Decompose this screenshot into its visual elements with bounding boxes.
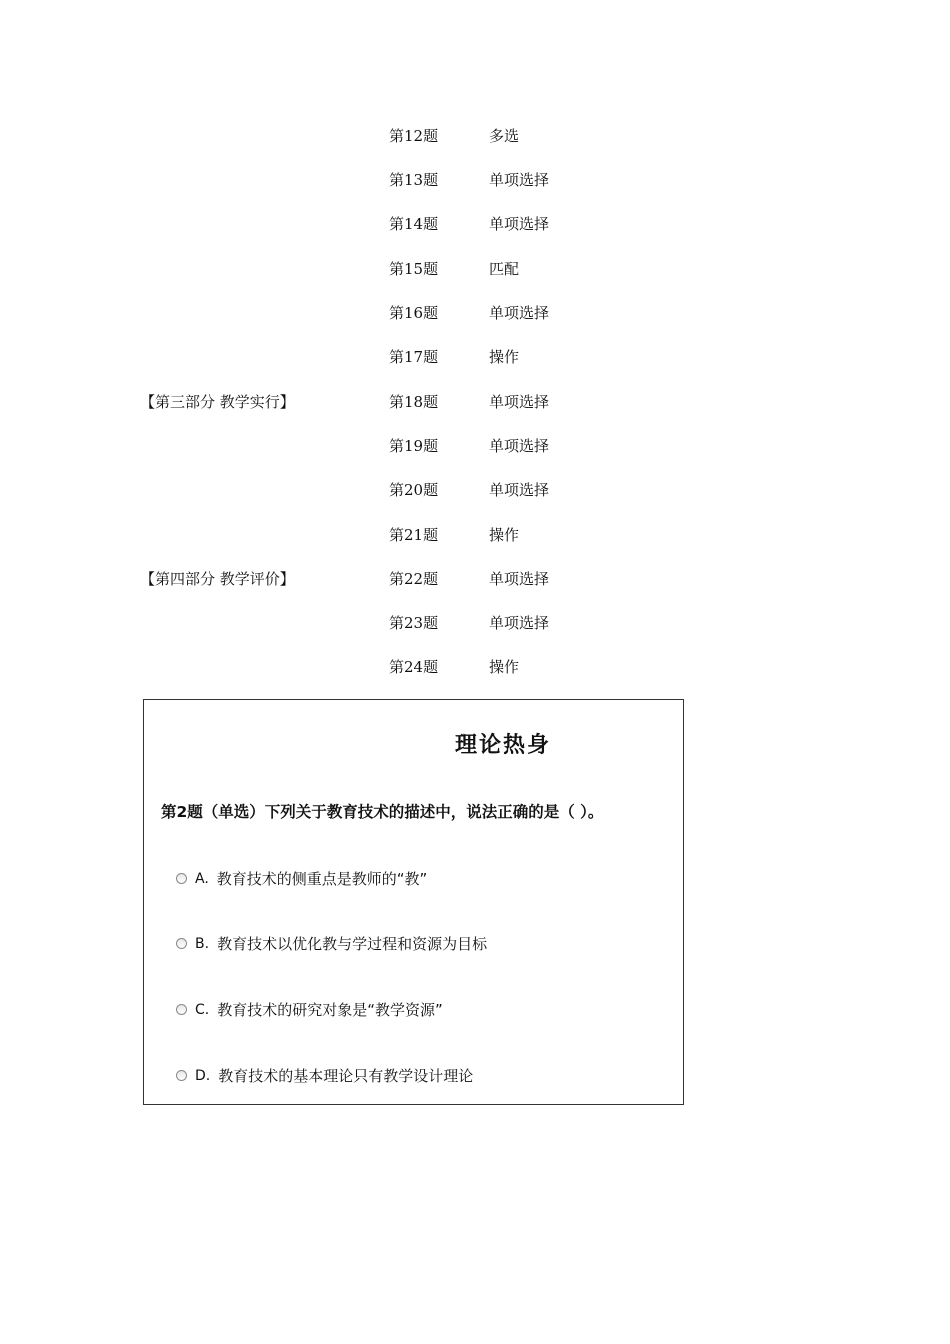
outline-row: [0, 655, 950, 679]
option-text: 教育技术以优化教与学过程和资源为目标: [217, 935, 488, 953]
quiz-title: 理论热身: [455, 733, 552, 758]
question-type: 单项选择: [489, 171, 550, 189]
option-d[interactable]: [176, 1065, 473, 1086]
question-number: 第20题: [389, 481, 439, 499]
question-number: 第14题: [389, 215, 439, 233]
outline-row: [0, 523, 950, 547]
question-number: 第22题: [389, 570, 439, 588]
question-type: 单项选择: [489, 215, 550, 233]
outline-row: [0, 257, 950, 281]
outline-row: [0, 478, 950, 502]
question-number: 第17题: [389, 348, 439, 366]
outline-row: [0, 212, 950, 236]
question-type: 匹配: [489, 260, 520, 278]
quiz-panel: [143, 699, 684, 1105]
question-number: 第21题: [389, 526, 439, 544]
question-number: 第19题: [389, 437, 439, 455]
outline-row: [0, 390, 950, 414]
section-label: 【第三部分 教学实行】: [140, 393, 295, 411]
option-letter: C.: [195, 1001, 210, 1018]
question-number: 第15题: [389, 260, 439, 278]
question-number: 第18题: [389, 393, 439, 411]
question-text: 第2题（单选）下列关于教育技术的描述中，说法正确的是（ ）。: [161, 803, 604, 821]
option-text: 教育技术的侧重点是教师的“教”: [216, 870, 428, 888]
question-type: 单项选择: [489, 614, 550, 632]
question-type: 单项选择: [489, 481, 550, 499]
option-letter: D.: [195, 1067, 211, 1084]
option-text: 教育技术的基本理论只有教学设计理论: [218, 1067, 474, 1085]
outline-row: [0, 567, 950, 591]
outline-row: [0, 345, 950, 369]
option-b[interactable]: [176, 933, 487, 954]
question-number: 第24题: [389, 658, 439, 676]
option-a[interactable]: [176, 868, 427, 889]
question-type: 单项选择: [489, 437, 550, 455]
option-letter: B.: [195, 935, 210, 952]
question-number: 第13题: [389, 171, 439, 189]
question-type: 多选: [489, 127, 520, 145]
radio-button[interactable]: [176, 1070, 187, 1081]
question-type: 操作: [489, 658, 520, 676]
question-type: 操作: [489, 526, 520, 544]
question-number: 第12题: [389, 127, 439, 145]
outline-row: [0, 124, 950, 148]
question-number: 第23题: [389, 614, 439, 632]
question-type: 单项选择: [489, 570, 550, 588]
option-text: 教育技术的研究对象是“教学资源”: [217, 1001, 443, 1019]
option-c[interactable]: [176, 999, 443, 1020]
option-letter: A.: [195, 870, 209, 887]
outline-row: [0, 611, 950, 635]
outline-row: [0, 301, 950, 325]
section-label: 【第四部分 教学评价】: [140, 570, 295, 588]
question-type: 操作: [489, 348, 520, 366]
question-type: 单项选择: [489, 304, 550, 322]
radio-button[interactable]: [176, 1004, 187, 1015]
outline-row: [0, 434, 950, 458]
outline-row: [0, 168, 950, 192]
question-number: 第16题: [389, 304, 439, 322]
radio-button[interactable]: [176, 938, 187, 949]
question-type: 单项选择: [489, 393, 550, 411]
radio-button[interactable]: [176, 873, 187, 884]
